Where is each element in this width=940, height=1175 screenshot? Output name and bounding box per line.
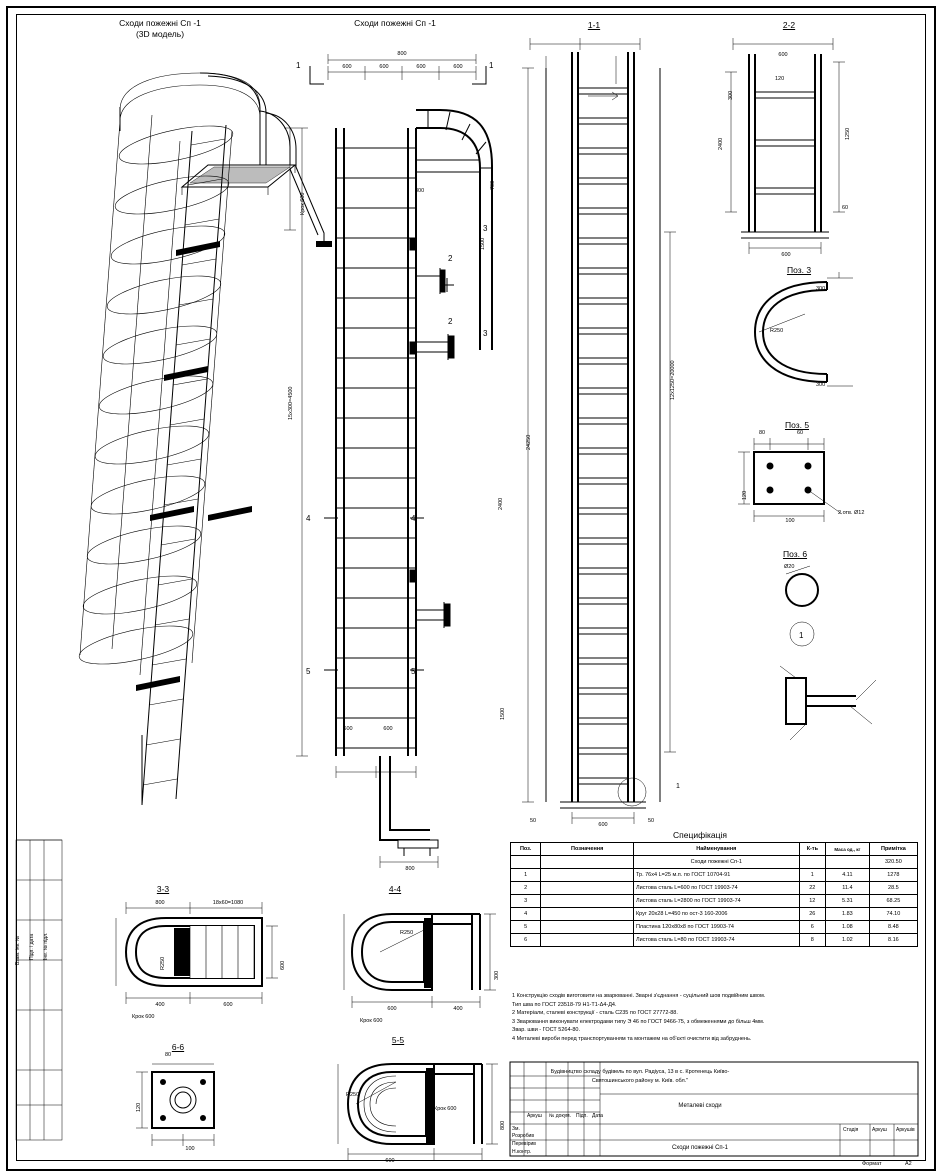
dim-33-250: R250	[160, 956, 166, 970]
dim-poz6-diameter: Ø20	[784, 564, 795, 570]
dim-sec22-120: 120	[775, 76, 785, 82]
title-poz-3: Поз. 3	[786, 265, 812, 275]
title-section-6-6: 6-6	[171, 1042, 185, 1052]
mark-4-right: 4	[411, 514, 416, 523]
table-row	[511, 934, 918, 947]
dim-poz5-60: 60	[796, 430, 804, 436]
section-3-3-view	[112, 900, 302, 1010]
stamp-row-label-2: Перевірив	[512, 1141, 536, 1147]
dim-sec11-width: 600	[598, 822, 608, 828]
spec-name-3: Круг 20х28 L=450 по ост-3 160-2006	[633, 908, 799, 921]
dim-55-300: 800	[500, 1120, 506, 1130]
stamp-sheets-label: Аркушів	[896, 1127, 915, 1133]
spec-group-oboz	[541, 856, 634, 869]
stamp-object-name: Металеві сходи	[678, 1103, 722, 1109]
spec-group-name: Сходи пожежні Сп-1	[633, 856, 799, 869]
dim-main-top-0: 600	[342, 64, 352, 70]
stamp-sheet-label: Аркуш	[872, 1127, 887, 1133]
mark-5-left: 5	[306, 667, 311, 676]
dim-44-300: 300	[494, 970, 500, 980]
section-5-5-view	[330, 1050, 500, 1160]
note-5: 4 Металеві вироби перед транспортуванням та монтажем на об'єкті очистити від забруднень.	[512, 1035, 752, 1042]
dim-66-100: 100	[185, 1146, 195, 1152]
spec-note-2: 68.25	[869, 895, 917, 908]
spec-th-mass: Маса од., кг	[825, 843, 869, 856]
title-section-1-1: 1-1	[587, 20, 601, 30]
spec-note-5: 8.16	[869, 934, 917, 947]
dim-sec22-bottom: 600	[781, 252, 791, 258]
spec-note-4: 8.48	[869, 921, 917, 934]
title-main-view: Сходи пожежні Сп -1	[354, 18, 436, 28]
stamp-col-date: Дата	[592, 1113, 604, 1119]
sheet-format-label: Формат	[862, 1161, 882, 1167]
title-specification: Специфікація	[673, 830, 727, 840]
dim-55-step: Крок 600	[434, 1106, 457, 1112]
mark-4-left: 4	[306, 514, 311, 523]
main-elevation-view	[280, 50, 530, 880]
dim-main-right-1: 700	[490, 180, 496, 190]
spec-pos-4: 5	[511, 921, 541, 934]
title-iso-view-line1: Сходи пожежні Сп -1	[119, 18, 201, 28]
left-stamp-label-0: Інв. № підл.	[43, 932, 49, 960]
dim-66-80: 80	[164, 1052, 172, 1058]
stamp-stage-label: Стадія	[843, 1127, 859, 1133]
stamp-col-doc: № докум.	[549, 1113, 571, 1119]
title-poz-6: Поз. 6	[782, 549, 808, 559]
dim-33-400: 400	[155, 1002, 165, 1008]
dim-main-top-2: 600	[416, 64, 426, 70]
note-3: 3 Зварювання виконувати електродами типу Э 46 по ГОСТ 9466-75, з обмеженнями до більш 4мм.	[512, 1018, 765, 1025]
dim-poz5-100: 100	[785, 518, 795, 524]
spec-mass-5: 1.02	[825, 934, 869, 947]
table-row	[511, 869, 918, 882]
spec-qty-5: 8	[799, 934, 825, 947]
dim-poz3-radius: R250	[770, 328, 784, 334]
spec-mass-3: 1.83	[825, 908, 869, 921]
spec-qty-1: 22	[799, 882, 825, 895]
spec-pos-1: 2	[511, 882, 541, 895]
detail-1-callout: 1	[676, 783, 680, 790]
dim-sec11-total: 12x1250=20000	[670, 360, 676, 400]
dim-33-1080: 18x60=1080	[212, 900, 244, 906]
isometric-ladder-view	[80, 45, 300, 805]
spec-group-note: 320.50	[869, 856, 917, 869]
dim-main-bot-1: 600	[383, 726, 393, 732]
spec-name-2: Листова сталь L=2800 по ГОСТ 19903-74	[633, 895, 799, 908]
spec-oboz-0	[541, 869, 634, 882]
mark-3: 3	[483, 224, 488, 233]
dim-poz5-120: 120	[742, 490, 748, 500]
title-iso-view-line2: (3D модель)	[135, 29, 185, 39]
spec-oboz-1	[541, 882, 634, 895]
spec-note-3: 74.10	[869, 908, 917, 921]
dim-main-right-3: 2400	[498, 497, 504, 510]
note-4: Звар. шви - ГОСТ 5264-80.	[512, 1027, 580, 1033]
section-4-4-view	[340, 898, 500, 1018]
dim-main-right-0: 300	[415, 188, 425, 194]
note-1: Тип шва по ГОСТ 23518-79 Н1-Т1-Δ4-Д4.	[512, 1001, 617, 1008]
spec-qty-4: 6	[799, 921, 825, 934]
spec-th-pos: Поз.	[511, 843, 541, 856]
spec-pos-5: 6	[511, 934, 541, 947]
dim-33-600b: 600	[223, 1002, 233, 1008]
dim-sec22-top: 600	[778, 52, 788, 58]
stamp-row-label-3: Н.контр.	[512, 1149, 532, 1155]
spec-note-0: 1278	[869, 869, 917, 882]
dim-sec11-height: 24250	[526, 434, 532, 450]
table-row	[511, 895, 918, 908]
spec-group-row	[511, 856, 918, 869]
section-2-2-view	[715, 32, 855, 252]
left-stamp-label-1: Підп. і дата	[29, 933, 35, 960]
stamp-project-line2: Святошинського району м. Київ. обл."	[591, 1078, 689, 1084]
section-6-6-view	[130, 1058, 250, 1154]
sheet-format-value: А2	[905, 1161, 912, 1167]
spec-header-row	[511, 843, 918, 856]
spec-group-mass	[825, 856, 869, 869]
mark-1-left: 1	[296, 61, 301, 70]
dim-sec22-left2: 2400	[718, 137, 724, 150]
dim-main-step: Крок 600	[300, 192, 306, 215]
dim-44-r250: R250	[400, 930, 414, 936]
title-section-5-5: 5-5	[391, 1035, 405, 1045]
specification-table	[510, 842, 918, 947]
svg-text:1: 1	[799, 631, 804, 640]
dim-main-right-4: 1500	[500, 707, 506, 720]
section-1-1-view	[520, 32, 690, 822]
spec-qty-3: 26	[799, 908, 825, 921]
stamp-drawing-name: Сходи пожежні Сп-1	[671, 1145, 729, 1151]
left-margin-stamp	[16, 840, 64, 1160]
stamp-row-label-1: Розробив	[512, 1133, 535, 1139]
spec-mass-0: 4.11	[825, 869, 869, 882]
dim-44-step: Крок 600	[360, 1018, 383, 1024]
spec-qty-0: 1	[799, 869, 825, 882]
spec-note-1: 28.5	[869, 882, 917, 895]
spec-pos-2: 3	[511, 895, 541, 908]
general-notes	[512, 992, 922, 1043]
dim-main-total: 15x300=4500	[288, 386, 294, 420]
table-row	[511, 908, 918, 921]
spec-th-oboz: Позначення	[541, 843, 634, 856]
spec-oboz-3	[541, 908, 634, 921]
dim-poz5-80: 80	[758, 430, 766, 436]
dim-sec22-left: 300	[728, 90, 734, 100]
stamp-row-label-0: Зм.	[512, 1126, 520, 1132]
spec-qty-2: 12	[799, 895, 825, 908]
dim-33-step: Крок 600	[132, 1014, 155, 1020]
poz-3-detail	[735, 278, 865, 388]
dim-55-r250: R250	[346, 1092, 360, 1098]
spec-th-note: Примітка	[869, 843, 917, 856]
spec-group-qty	[799, 856, 825, 869]
dim-main-right-2: 1500	[480, 237, 486, 250]
mark-1-right: 1	[489, 61, 494, 70]
dim-main-bot-0: 600	[343, 726, 353, 732]
dim-sec11-base-right: 50	[648, 818, 655, 824]
spec-oboz-5	[541, 934, 634, 947]
spec-name-4: Пластина 120х80х8 по ГОСТ 19903-74	[633, 921, 799, 934]
dim-44-400: 400	[453, 1006, 463, 1012]
left-stamp-label-2: Взам. інв. №	[15, 935, 21, 965]
dim-poz3-width2: 300	[816, 382, 826, 388]
spec-oboz-4	[541, 921, 634, 934]
dim-sec22-right: 1250	[845, 127, 851, 140]
spec-th-qty: К-ть	[799, 843, 825, 856]
dim-main-bot-2: 800	[405, 866, 415, 872]
title-poz-5: Поз. 5	[784, 420, 810, 430]
mark-5-right: 5	[411, 667, 416, 676]
spec-group-pos	[511, 856, 541, 869]
dim-poz3-width: 300	[816, 286, 826, 292]
dim-sec22-thk: 60	[842, 205, 849, 211]
spec-name-0: Тр. 76х4 L=25 м.п. по ГОСТ 10704-91	[633, 869, 799, 882]
spec-pos-3: 4	[511, 908, 541, 921]
dim-main-top-total: 800	[397, 51, 407, 57]
title-section-4-4: 4-4	[388, 884, 402, 894]
spec-th-name: Найменування	[633, 843, 799, 856]
stamp-col-name: Аркуш	[527, 1113, 542, 1119]
table-row	[511, 882, 918, 895]
dim-33-600: 600	[280, 960, 286, 970]
stamp-col-sign: Підп.	[576, 1113, 588, 1119]
table-row	[511, 921, 918, 934]
dim-44-600: 600	[387, 1006, 397, 1012]
mark-3b: 3	[483, 329, 488, 338]
dim-poz5-holes: 2 отв. Ø12	[838, 510, 865, 516]
spec-oboz-2	[541, 895, 634, 908]
detail-1-view	[760, 620, 890, 760]
dim-66-120: 120	[136, 1102, 142, 1112]
mark-2-right: 2	[448, 317, 453, 326]
title-section-3-3: 3-3	[156, 884, 170, 894]
spec-mass-2: 5.31	[825, 895, 869, 908]
dim-main-top-1: 600	[379, 64, 389, 70]
note-0: 1 Конструкцію сходів виготовити на зварюванні. Зварні з'єднання - суцільний шов подвійним швом.	[512, 993, 766, 999]
dim-33-800: 800	[155, 900, 165, 906]
title-section-2-2: 2-2	[782, 20, 796, 30]
spec-name-1: Листова сталь L=600 по ГОСТ 19903-74	[633, 882, 799, 895]
spec-pos-0: 1	[511, 869, 541, 882]
spec-name-5: Листова сталь L=80 по ГОСТ 19903-74	[633, 934, 799, 947]
dim-main-top-3: 600	[453, 64, 463, 70]
mark-2-left: 2	[448, 254, 453, 263]
spec-mass-1: 11.4	[825, 882, 869, 895]
poz-6-detail	[760, 562, 850, 622]
stamp-project-line1: Будівництво складу будівель по вул. Радіуса, 13 в с. Кротенець Київо-	[550, 1069, 730, 1075]
spec-mass-4: 1.08	[825, 921, 869, 934]
dim-55-600: 600	[385, 1158, 395, 1164]
dim-sec11-base-left: 50	[530, 818, 537, 824]
note-2: 2 Матеріали, сталеві конструкції - сталь С235 по ГОСТ 27772-88.	[512, 1010, 678, 1016]
